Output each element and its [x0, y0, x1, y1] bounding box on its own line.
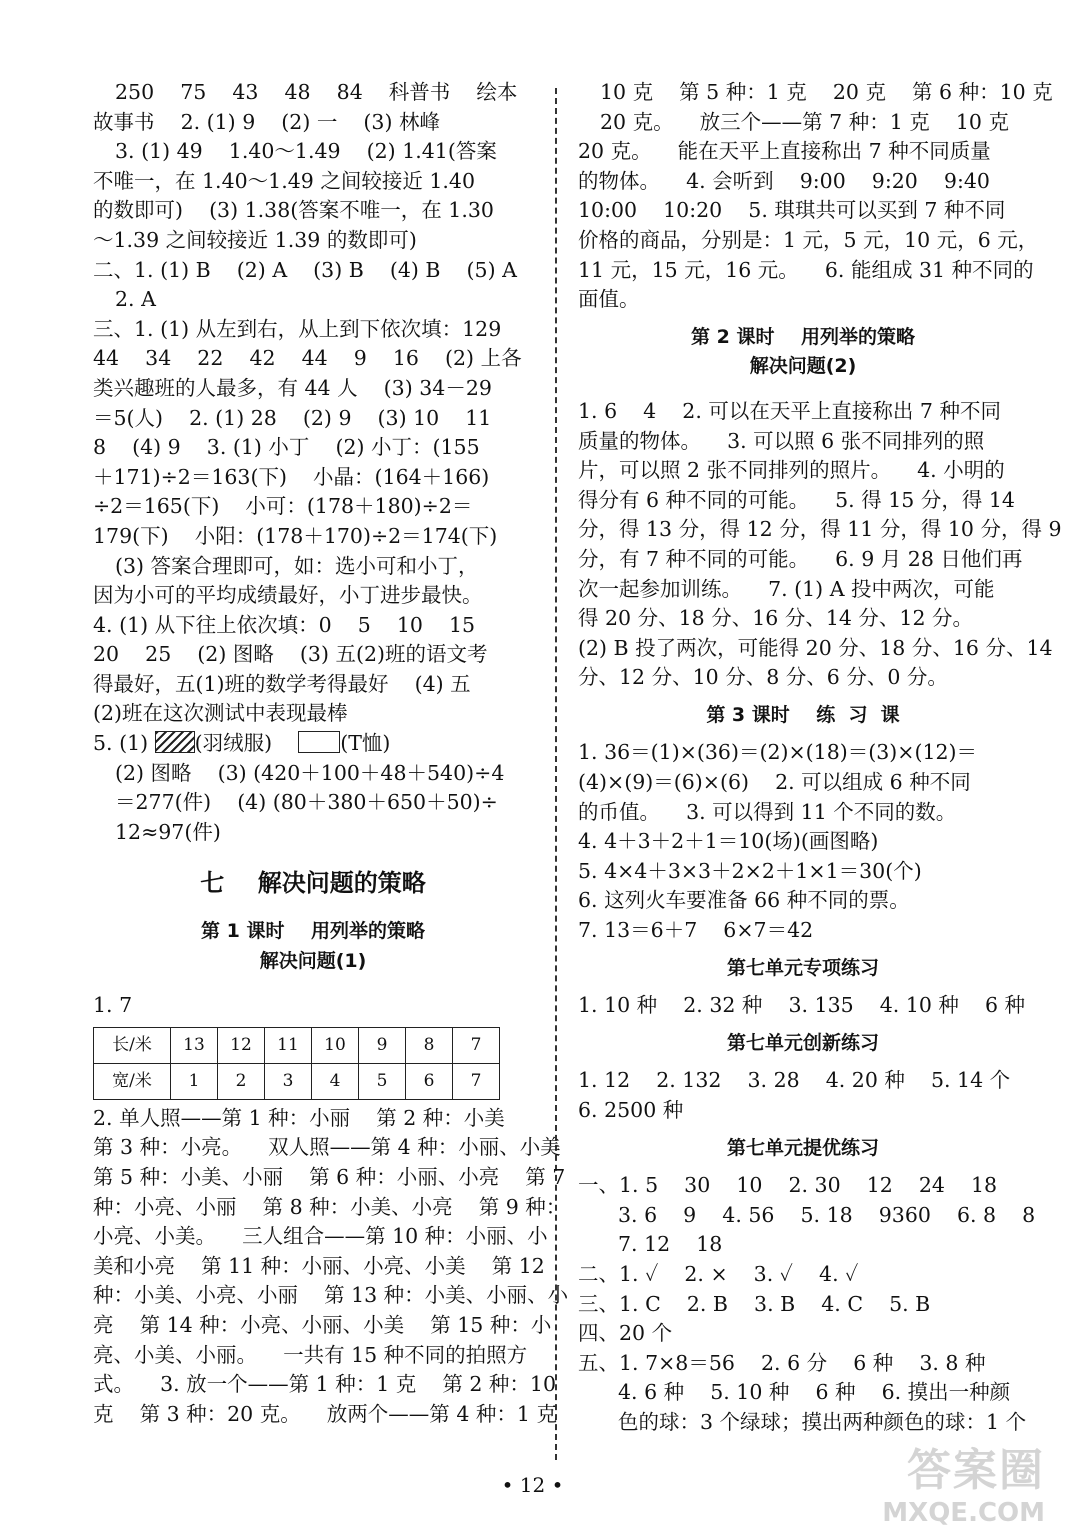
text-line: 6. 2500 种	[578, 1098, 684, 1122]
text-line: ＋171)÷2＝163(下) 小晶：(164＋166)	[93, 464, 490, 489]
text-line: 1. 6 4 2. 可以在天平上直接称出 7 种不同	[578, 398, 1001, 423]
text-line: 12≈97(件)	[115, 819, 221, 844]
text-line: 的币值。 3. 可以得到 11 个不同的数。	[578, 799, 957, 824]
text-line: 5. (1)	[93, 731, 155, 756]
table-cell: 6	[406, 1063, 453, 1099]
table-cell: 7	[453, 1027, 500, 1063]
text-line: 得 20 分、18 分、16 分、14 分、12 分。	[578, 606, 974, 631]
dimensions-table	[93, 1027, 500, 1100]
text-line: 种：小美、小亮、小丽 第 13 种：小美、小丽、小	[93, 1283, 569, 1308]
watermark-url: MXQE.COM	[882, 1498, 1045, 1528]
text-line: 1. 7	[93, 993, 133, 1018]
text-line: 面值。	[578, 287, 640, 312]
text-line: 一、1. 5 30 10 2. 30 12 24 18	[578, 1173, 998, 1198]
text-line: ～1.39 之间较接近 1.39 的数即可)	[93, 227, 417, 252]
text-line: 片，可以照 2 张不同排列的照片。 4. 小明的	[578, 458, 1005, 483]
text-line: 美和小亮 第 11 种：小丽、小亮、小美 第 12	[93, 1253, 545, 1278]
text-line: 1. 10 种 2. 32 种 3. 135 4. 10 种 6 种	[578, 993, 1026, 1018]
section-title: 第七单元创新练习	[726, 1031, 879, 1054]
text-line: 20 克。 能在天平上直接称出 7 种不同质量	[578, 139, 991, 164]
text-line: 10 克 第 5 种：1 克 20 克 第 6 种：10 克	[600, 80, 1053, 104]
text-line: 亮、小美、小丽。 一共有 15 种不同的拍照方	[93, 1342, 528, 1367]
watermark-logo-text: 答案圈	[907, 1445, 1045, 1496]
table-cell: 11	[265, 1027, 312, 1063]
text-line: 的数即可) (3) 1.38(答案不唯一，在 1.30	[93, 198, 494, 223]
lesson-subtitle: 解决问题(1)	[259, 949, 367, 972]
text-line: 2. 单人照——第 1 种：小丽 第 2 种：小美	[93, 1105, 505, 1130]
table-cell: 5	[359, 1063, 406, 1099]
watermark	[882, 1434, 1045, 1528]
section-title: 第七单元专项练习	[726, 956, 879, 979]
text-line: 11 元，15 元，16 元。 6. 能组成 31 种不同的	[578, 257, 1034, 282]
text-line: 1. 12 2. 132 3. 28 4. 20 种 5. 14 个	[578, 1068, 1011, 1093]
text-line: 二、1. ✓ 2. × 3. ✓ 4. ✓	[578, 1261, 859, 1286]
text-line: 三、1. (1) 从左到右，从上到下依次填：129	[93, 316, 502, 341]
table-cell: 8	[406, 1027, 453, 1063]
table-cell: 10	[312, 1027, 359, 1063]
text-line: (4)×(9)＝(6)×(6) 2. 可以组成 6 种不同	[578, 770, 971, 795]
text-line: 的物体。 4. 会听到 9:00 9:20 9:40	[578, 168, 990, 193]
table-cell: 12	[218, 1027, 265, 1063]
lesson-title: 第 3 课时 练 习 课	[706, 703, 900, 726]
text-line: 10:00 10:20 5. 琪琪共可以买到 7 种不同	[578, 198, 1006, 223]
left-column	[93, 78, 569, 1429]
text-line: 质量的物体。 3. 可以照 6 张不同排列的照	[578, 428, 985, 453]
page-number: • 12 •	[501, 1473, 564, 1497]
lesson-title: 第 1 课时 用列举的策略	[201, 920, 425, 943]
text-line: (2)班在这次测试中表现最棒	[93, 701, 348, 726]
text-line: 20 25 (2) 图略 (3) 五(2)班的语文考	[93, 642, 488, 667]
text-line: 4. 6 种 5. 10 种 6 种 6. 摸出一种颜	[618, 1380, 1011, 1405]
text-line: 2. A	[115, 287, 156, 312]
text-line: 式。 3. 放一个——第 1 种：1 克 第 2 种：10	[93, 1372, 557, 1397]
text-line: ＝277(件) (4) (80＋380＋650＋50)÷	[115, 790, 498, 815]
text-line: 4. 4＋3＋2＋1＝10(场)(画图略)	[578, 829, 879, 854]
table-cell: 4	[312, 1063, 359, 1099]
table-cell: 1	[171, 1063, 218, 1099]
text-line: ÷2＝165(下) 小可：(178＋180)÷2＝	[93, 494, 473, 519]
text-line: 亮 第 14 种：小亮、小丽、小美 第 15 种：小	[93, 1312, 552, 1337]
legend-line	[93, 729, 533, 759]
text-line: 不唯一，在 1.40～1.49 之间较接近 1.40	[93, 168, 475, 193]
lesson-title: 第 2 课时 用列举的策略	[691, 325, 915, 348]
table-cell: 7	[453, 1063, 500, 1099]
text-line: 五、1. 7×8＝56 2. 6 分 6 种 3. 8 种	[578, 1350, 986, 1375]
hatched-legend-swatch	[155, 731, 195, 753]
table-row-header: 宽/米	[94, 1063, 171, 1099]
table-cell: 2	[218, 1063, 265, 1099]
text-line: (2) B 投了两次，可能得 20 分、18 分、16 分、14	[578, 635, 1053, 660]
text-line: 5. 4×4＋3×3＋2×2＋1×1＝30(个)	[578, 858, 922, 883]
table-row-header: 长/米	[94, 1027, 171, 1063]
text-line: 次一起参加训练。 7. (1) A 投中两次，可能	[578, 576, 995, 601]
text-line: 分，得 13 分，得 12 分，得 11 分，得 10 分，得 9	[578, 517, 1062, 542]
text-line: 第 3 种：小亮。 双人照——第 4 种：小丽、小美	[93, 1135, 561, 1160]
text-line: 4. (1) 从下往上依次填：0 5 10 15	[93, 612, 476, 637]
text-line: 20 克。 放三个——第 7 种：1 克 10 克	[600, 109, 1009, 134]
text-line: 四、20 个	[578, 1321, 673, 1346]
text-line: 179(下) 小阳：(178＋170)÷2＝174(下)	[93, 523, 498, 548]
text-line: 色的球：3 个绿球；摸出两种颜色的球：1 个	[618, 1409, 1027, 1434]
table-cell: 3	[265, 1063, 312, 1099]
table-row	[94, 1027, 500, 1063]
text-line: 6. 这列火车要准备 66 种不同的票。	[578, 888, 910, 913]
text-line: ＝5(人) 2. (1) 28 (2) 9 (3) 10 11	[93, 405, 492, 430]
right-column	[578, 78, 1062, 1438]
text-line: 分、12 分、10 分、8 分、6 分、0 分。	[578, 665, 948, 690]
text-line: 因为小可的平均成绩最好，小丁进步最快。	[93, 583, 483, 608]
text-line: 3. 6 9 4. 56 5. 18 9360 6. 8 8	[618, 1202, 1036, 1227]
text-line: 种：小亮、小丽 第 8 种：小美、小亮 第 9 种：	[93, 1194, 567, 1219]
column-divider	[555, 88, 557, 1460]
text-line: 3. (1) 49 1.40～1.49 (2) 1.41(答案	[115, 139, 497, 164]
text-line: 类兴趣班的人最多，有 44 人 (3) 34－29	[93, 375, 492, 400]
text-line: 8 (4) 9 3. (1) 小丁 (2) 小丁：(155	[93, 435, 480, 460]
text-line: 二、1. (1) B (2) A (3) B (4) B (5) A	[93, 257, 517, 282]
text-line: 得分有 6 种不同的可能。 5. 得 15 分，得 14	[578, 487, 1015, 512]
blank-legend-swatch	[298, 731, 340, 753]
text-line: 故事书 2. (1) 9 (2) 一 (3) 林峰	[93, 109, 440, 134]
text-line: 小亮、小美。 三人组合——第 10 种：小丽、小	[93, 1224, 548, 1249]
table-cell: 13	[171, 1027, 218, 1063]
text-line: (3) 答案合理即可，如：选小可和小丁，	[115, 553, 479, 578]
text-line: 分，有 7 种不同的可能。 6. 9 月 28 日他们再	[578, 546, 1023, 571]
text-line: 7. 12 18	[618, 1232, 723, 1257]
text-line: 250 75 43 48 84 科普书 绘本	[115, 80, 518, 104]
text-line: 三、1. C 2. B 3. B 4. C 5. B	[578, 1291, 931, 1316]
text-line: 44 34 22 42 44 9 16 (2) 上各	[93, 346, 522, 371]
text-line: 得最好，五(1)班的数学考得最好 (4) 五	[93, 671, 471, 696]
text-line: 克 第 3 种：20 克。 放两个——第 4 种：1 克	[93, 1401, 557, 1426]
section-title: 第七单元提优练习	[726, 1136, 879, 1159]
text-line: 7. 13＝6＋7 6×7＝42	[578, 918, 814, 943]
text-line: 1. 36＝(1)×(36)＝(2)×(18)＝(3)×(12)＝	[578, 740, 978, 765]
chapter-title: 七 解决问题的策略	[200, 869, 426, 898]
text-line: 价格的商品，分别是：1 元，5 元，10 元，6 元，	[578, 227, 1039, 252]
text-line: (2) 图略 (3) (420＋100＋48＋540)÷4	[115, 760, 505, 785]
lesson-subtitle: 解决问题(2)	[749, 355, 857, 378]
table-row	[94, 1063, 500, 1099]
text-line: (T恤)	[340, 731, 391, 756]
text-line: (羽绒服)	[194, 731, 299, 756]
table-cell: 9	[359, 1027, 406, 1063]
text-line: 第 5 种：小美、小丽 第 6 种：小丽、小亮 第 7	[93, 1165, 566, 1189]
